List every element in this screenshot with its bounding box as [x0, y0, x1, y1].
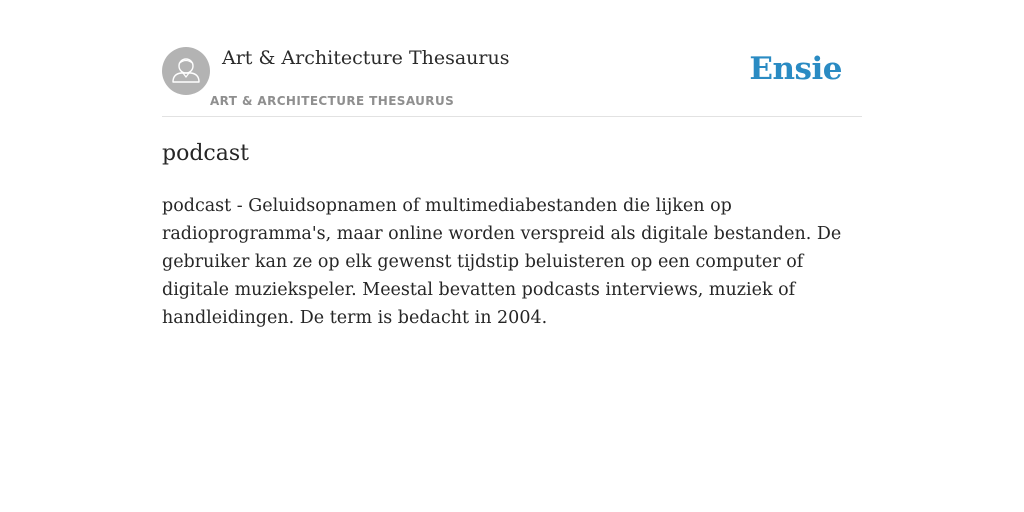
- user-placeholder-icon[interactable]: [162, 47, 210, 95]
- entry-title: podcast: [162, 141, 249, 166]
- ensie-logo[interactable]: Ensie: [749, 51, 842, 87]
- entry-header: [162, 0, 862, 117]
- author-name-link[interactable]: Art & Architecture Thesaurus: [222, 47, 510, 69]
- source-label[interactable]: ART & ARCHITECTURE THESAURUS: [210, 94, 455, 108]
- entry-definition: podcast - Geluidsopnamen of multimediabestanden die lijken op radioprogramma's, maar online worden verspreid als digitale bestanden. De gebruiker kan ze op elk gewenst tijdstip beluisteren op een computer of digitale muziekspeler. Meestal bevatten podcasts interviews, muziek of handleidingen. De term is bedacht in 2004.: [162, 196, 842, 328]
